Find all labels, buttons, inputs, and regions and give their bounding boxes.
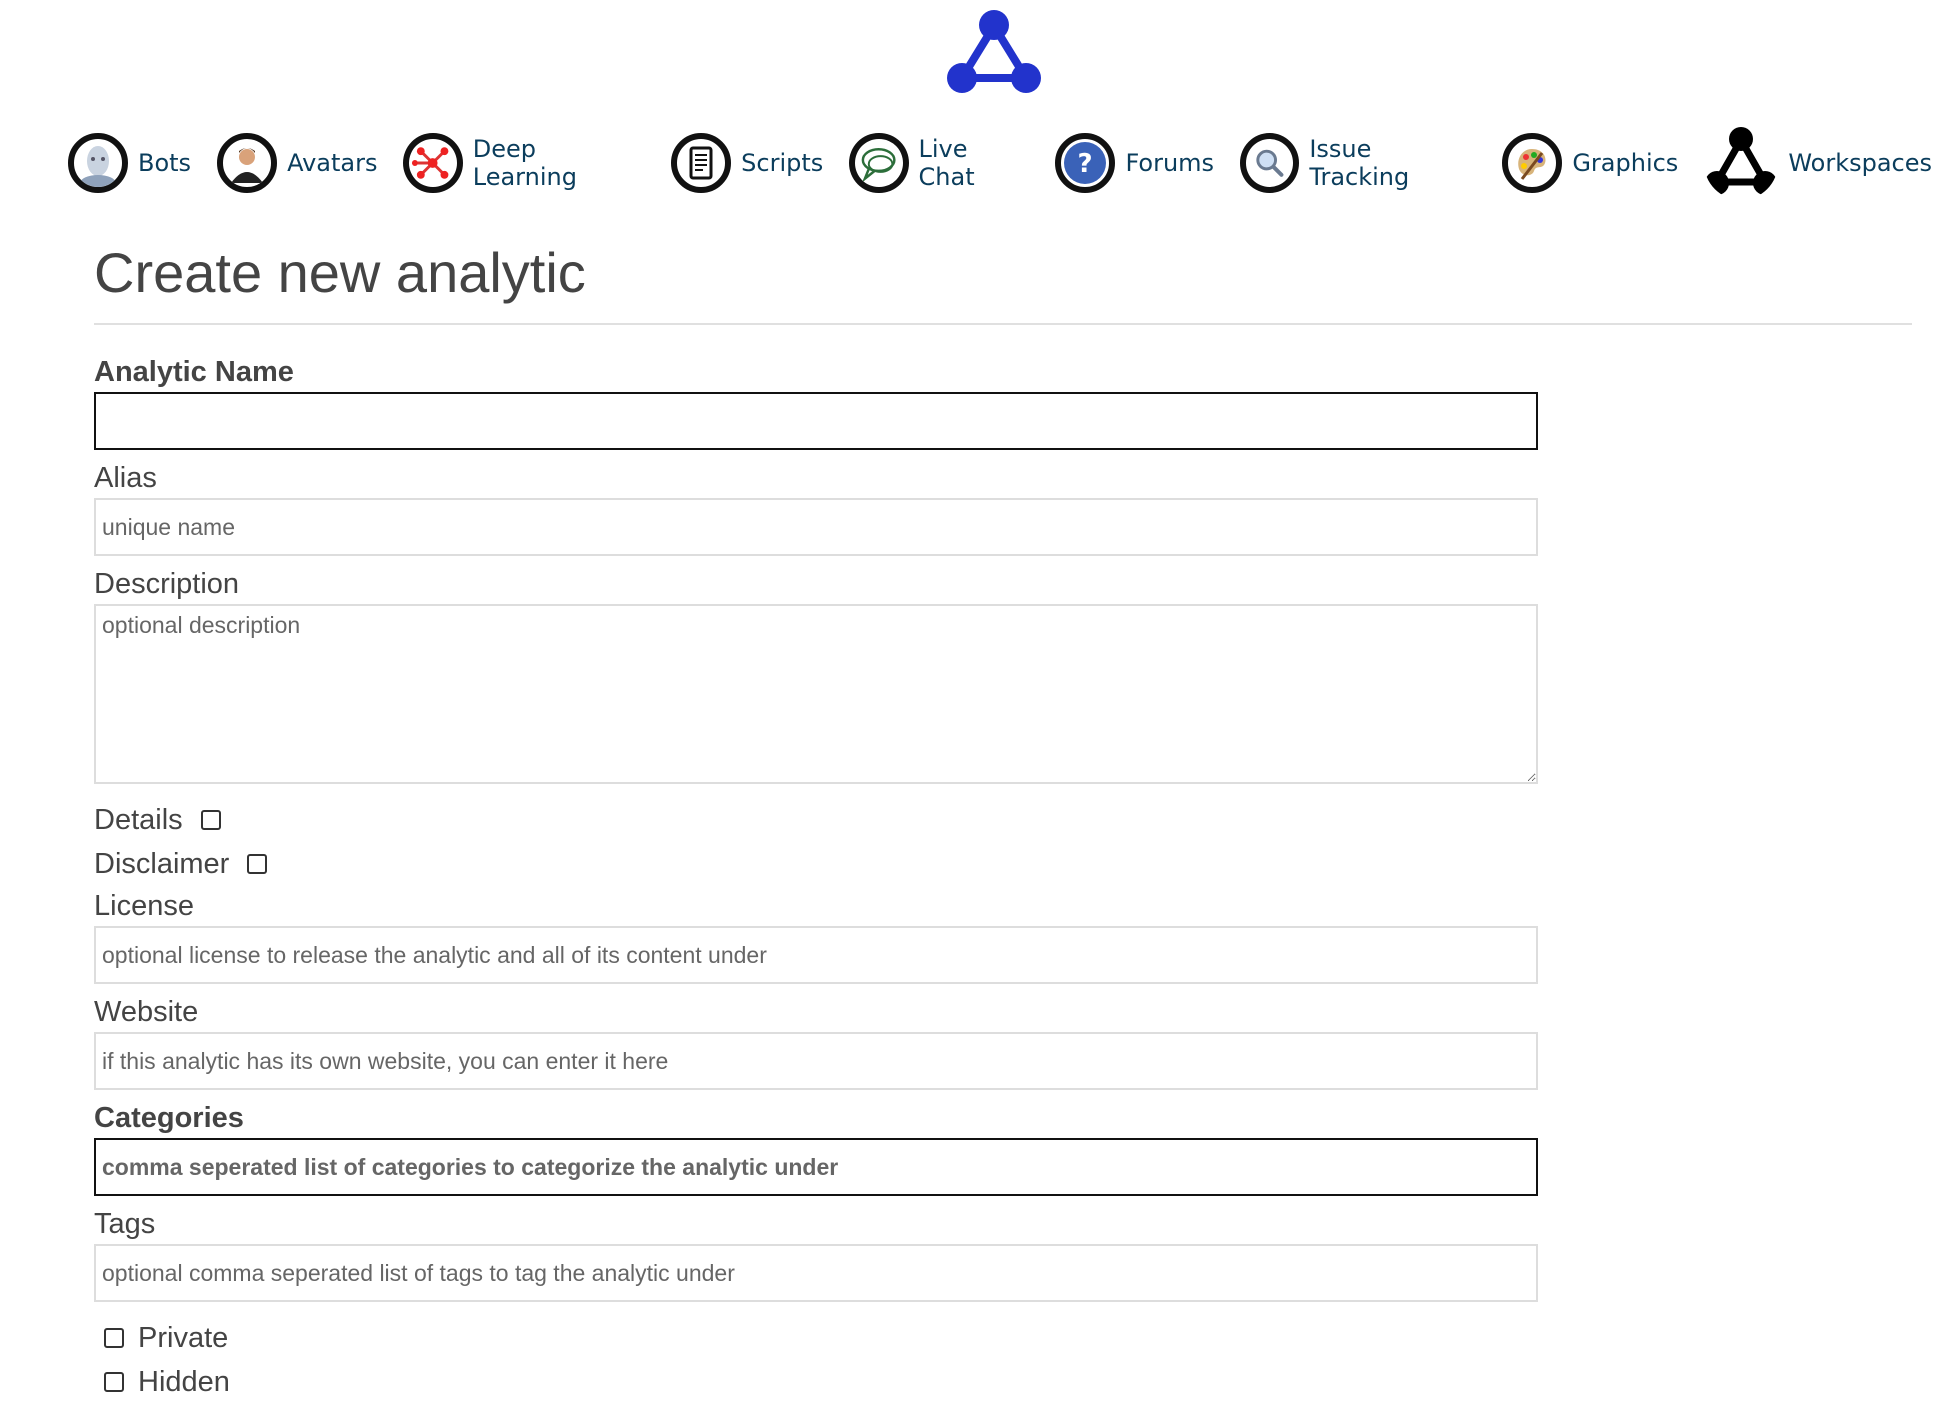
disclaimer-row (94, 842, 1538, 886)
nav-label-workspaces: Workspaces (1788, 149, 1932, 177)
neural-network-icon (403, 133, 462, 193)
tags-input[interactable] (94, 1244, 1538, 1302)
analytic-name-label: Analytic Name (94, 356, 294, 388)
categories-input[interactable] (94, 1138, 1538, 1196)
tags-label: Tags (94, 1208, 156, 1240)
nav-item-issue-tracking[interactable] (1240, 133, 1476, 193)
nav-label-live-chat: Live Chat (918, 135, 975, 191)
title-divider (94, 323, 1912, 325)
nav-label-bots: Bots (138, 149, 192, 177)
categories-label: Categories (94, 1102, 244, 1134)
disclaimer-label: Disclaimer (94, 848, 230, 880)
private-checkbox[interactable] (104, 1328, 124, 1348)
nav-item-bots[interactable] (68, 133, 191, 193)
website-label: Website (94, 996, 199, 1028)
hidden-row (94, 1360, 1538, 1404)
details-checkbox[interactable] (201, 810, 221, 830)
palette-icon (1502, 133, 1562, 193)
workspace-logo-icon[interactable] (946, 8, 1042, 100)
nav-item-avatars[interactable] (217, 133, 377, 193)
nav-item-graphics[interactable] (1502, 133, 1678, 193)
description-label: Description (94, 568, 240, 600)
license-input[interactable] (94, 926, 1538, 984)
private-row (94, 1316, 1538, 1360)
details-label: Details (94, 804, 183, 836)
chat-bubble-icon (849, 133, 908, 193)
nav-label-deep-learning: Deep Learning (472, 135, 577, 191)
main-nav (68, 126, 1958, 200)
alias-input[interactable] (94, 498, 1538, 556)
alias-label: Alias (94, 462, 157, 494)
nav-label-scripts: Scripts (741, 149, 824, 177)
magnifier-icon (1240, 133, 1299, 193)
private-label: Private (138, 1322, 229, 1354)
analytic-name-input[interactable] (94, 392, 1538, 450)
svg-text:?: ? (1077, 149, 1094, 179)
nav-item-live-chat[interactable] (849, 133, 1029, 193)
workspace-icon (1704, 126, 1778, 200)
hidden-checkbox[interactable] (104, 1372, 124, 1392)
nav-item-forums[interactable] (1055, 133, 1214, 193)
nav-item-scripts[interactable] (671, 133, 823, 193)
nav-label-avatars: Avatars (287, 149, 378, 177)
description-textarea[interactable] (94, 604, 1538, 784)
nav-label-graphics: Graphics (1572, 149, 1679, 177)
disclaimer-checkbox[interactable] (247, 854, 267, 874)
nav-item-deep-learning[interactable] (403, 133, 645, 193)
avatar-icon (217, 133, 277, 193)
nav-item-workspaces[interactable] (1704, 126, 1932, 200)
create-analytic-form (94, 352, 1538, 1404)
page-title: Create new analytic (94, 241, 586, 304)
details-row (94, 798, 1538, 842)
website-input[interactable] (94, 1032, 1538, 1090)
nav-label-forums: Forums (1125, 149, 1215, 177)
hidden-label: Hidden (138, 1366, 230, 1398)
license-label: License (94, 890, 194, 922)
script-icon (671, 133, 731, 193)
bot-icon (68, 133, 128, 193)
question-icon (1055, 133, 1115, 193)
nav-label-issue-tracking: Issue Tracking (1309, 135, 1410, 191)
